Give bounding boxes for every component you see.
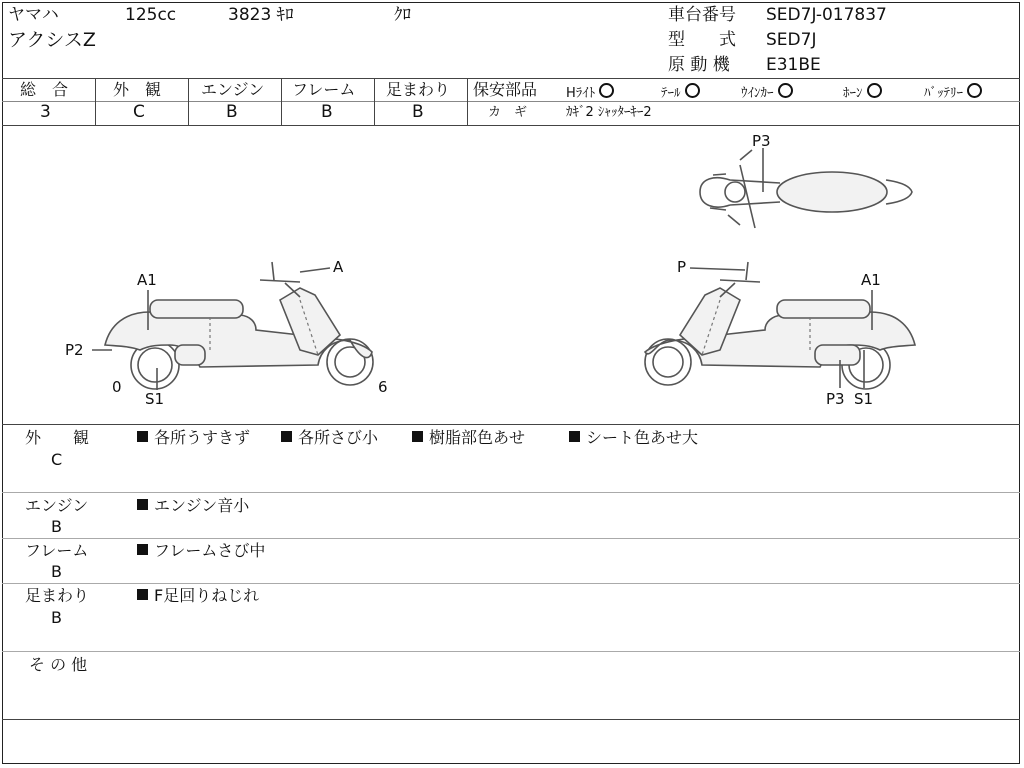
maker: ヤマハ: [8, 5, 59, 25]
divider: [2, 719, 1020, 720]
bullet-square-icon: [281, 431, 292, 442]
note-item: 樹脂部色あせ: [412, 430, 525, 446]
damage-label: S1: [145, 390, 165, 408]
note-item: 各所さび小: [281, 430, 378, 446]
rear-wheel: [327, 339, 373, 385]
safety-item-label: ｳｲﾝｶｰ: [741, 86, 774, 101]
grade-label-overall: 総 合: [20, 80, 69, 99]
notes-grade: B: [51, 562, 62, 581]
note-item: エンジン音小: [137, 498, 249, 514]
grade-label-suspension: 足まわり: [386, 80, 451, 99]
seat-top: [777, 172, 887, 212]
safety-item-label: ﾎｰﾝ: [843, 86, 863, 101]
frame-no-label: 車台番号: [668, 5, 736, 25]
bullet-square-icon: [137, 544, 148, 555]
divider: [2, 538, 1020, 539]
notes-category: そ の 他: [29, 655, 88, 674]
grade-value-suspension: B: [412, 102, 424, 122]
safety-item-label: Hﾗｲﾄ: [566, 86, 596, 101]
engine-value: E31BE: [766, 55, 821, 75]
seat: [150, 300, 243, 318]
odometer-start-label: 0: [112, 378, 122, 396]
rear-wheel: [645, 339, 691, 385]
notes-category: フレーム: [25, 541, 89, 560]
divider: [2, 492, 1020, 493]
scooter-top-view: [700, 132, 912, 228]
damage-label: P: [677, 258, 687, 276]
bullet-square-icon: [137, 499, 148, 510]
mileage: 3823 ｷﾛ: [228, 5, 294, 25]
type-label: 型 式: [668, 30, 736, 50]
divider: [2, 651, 1020, 652]
safety-item-label: ﾃｰﾙ: [661, 86, 681, 101]
divider: [2, 583, 1020, 584]
grade-label-engine: エンジン: [201, 80, 265, 99]
seat: [777, 300, 870, 318]
notes-grade: C: [51, 450, 63, 469]
safety-item-label: ﾊﾞｯﾃﾘｰ: [924, 86, 963, 101]
note-item: 各所うすきず: [137, 430, 250, 446]
note-item: フレームさび中: [137, 543, 265, 559]
note-item: F足回りねじれ: [137, 588, 259, 604]
model-name: アクシスZ: [8, 29, 96, 51]
damage-label: A1: [137, 271, 157, 289]
grade-value-frame: B: [321, 102, 333, 122]
grade-label-frame: フレーム: [292, 80, 356, 99]
bullet-square-icon: [137, 431, 148, 442]
damage-label: A: [333, 258, 344, 276]
odometer-end-label: 6: [378, 378, 388, 396]
bullet-square-icon: [569, 431, 580, 442]
note-item: シート色あせ大: [569, 430, 698, 446]
type-value: SED7J: [766, 30, 817, 50]
engine-label: 原 動 機: [668, 55, 730, 75]
grade-value-exterior: C: [133, 102, 145, 122]
notes-category: 外 観: [25, 428, 90, 447]
key-value: ｶｷﾞ2 ｼｬｯﾀｰｷｰ2: [566, 105, 652, 120]
grade-value-engine: B: [226, 102, 238, 122]
damage-label: P3: [826, 390, 845, 408]
notes-category: エンジン: [25, 496, 89, 515]
safety-label: 保安部品: [473, 80, 538, 99]
frame-no-value: SED7J-017837: [766, 5, 887, 25]
damage-label: P3: [752, 132, 771, 150]
bullet-square-icon: [412, 431, 423, 442]
key-label: カ ギ: [488, 105, 528, 120]
damage-label: A1: [861, 271, 881, 289]
scooter-left-side-view: [65, 258, 388, 408]
scooter-right-side-view: [645, 258, 915, 408]
bullet-square-icon: [137, 589, 148, 600]
notes-grade: B: [51, 517, 62, 536]
displacement: 125cc: [125, 5, 177, 25]
notes-grade: B: [51, 608, 62, 627]
damage-label: S1: [854, 390, 874, 408]
grade-label-exterior: 外 観: [113, 80, 162, 99]
notes-category: 足まわり: [25, 586, 90, 605]
color: ｸﾛ: [394, 5, 411, 25]
grade-value-overall: 3: [40, 102, 51, 122]
damage-label: P2: [65, 341, 84, 359]
